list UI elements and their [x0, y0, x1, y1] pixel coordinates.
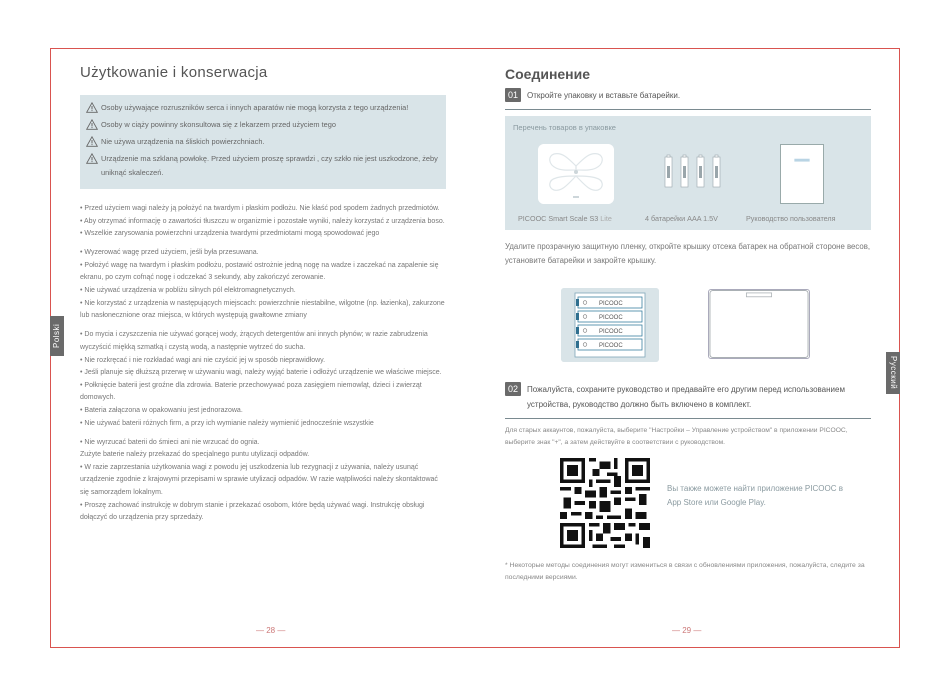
page-title: Соединение — [505, 66, 591, 82]
smart-scale-image — [538, 144, 614, 204]
bullet-text: • Aby otrzymać informację o zawartości tłuszczu w organizmie i pozostałe wyniki, należy korzystać z urządzenia boso. — [80, 217, 445, 225]
bullet-text: • Wszelkie zarysowania powierzchni urządzenia twardymi przedmiotami mogą spowodować jego — [80, 230, 380, 238]
bullet-text: • Wyzerować wagę przed użyciem, jeśli była przesuwana. — [80, 249, 259, 257]
bullet-text: • Połknięcie baterii jest groźne dla zdrowia. Baterie przechowywać poza zasięgiem niemowląt, dzieci i zwierząt domowych. — [80, 381, 422, 402]
bullet-text: • Nie wyrzucać baterii do śmieci ani nie wrzucać do ognia. — [80, 438, 260, 446]
bullet-text: • Jeśli planuje się dłuższą przerwę w używaniu wagi, należy wyjąć baterie i odłożyć urządzenie we właściwe miejsce. — [80, 369, 442, 377]
bullet-text: • Przed użyciem wagi należy ją położyć na twardym i płaskim podłożu. Nie kłaść pod spodem żadnych przedmiotów. — [80, 205, 440, 212]
package-label-batteries: 4 батарейки AAA 1.5V — [645, 214, 718, 223]
battery-icon — [663, 154, 727, 188]
bullet-text: Zużyte baterie należy przekazać do specjalnego puntu utylizacji odpadów. — [80, 451, 310, 459]
page-number-left: — 28 — — [256, 626, 286, 635]
bullet-text: • Nie korzystać z urządzenia w następujących miejscach: powierzchnie niestabilne, wilgotne (np. łazienka), zakurzone lub nasłonecznione oraz miejsca, w których występują gwałtowne zmiany — [80, 299, 445, 320]
bullet-text: • W razie zaprzestania użytkowania wagi z powodu jej uszkodzenia lub rezygnacji z używania, należy usunąć urządzenie zgodnie z krajowymi przepisami w sprawie utylizacji odpadów. W razie wątpliwości należy skontaktować się samorządem lokalnym. — [80, 463, 438, 496]
warning-icon — [86, 102, 98, 113]
bullet-text: • Nie używać urządzenia w pobliżu silnych pól elektromagnetycznych. — [80, 287, 296, 295]
warning-icon — [86, 153, 98, 164]
battery-label: PICOOC — [599, 343, 623, 349]
divider — [505, 418, 871, 419]
warning-text: Osoby używające rozruszników serca i innych aparatów nie mogą korzysta z tego urządzenia! — [101, 103, 409, 112]
language-tab-russian: Русский — [886, 352, 900, 394]
warning-box — [80, 95, 446, 189]
warning-text: Nie używa urządzenia na śliskich powierzchniach. — [101, 137, 265, 146]
divider — [505, 109, 871, 110]
usage-instructions — [80, 203, 446, 525]
old-accounts-note: Для старых аккаунтов, пожалуйста, выберите "Настройки – Управление устройством" в приложении PICOOC, выберите знак "+", а затем действуйте в соответствии с руководством. — [505, 427, 848, 446]
app-download-section — [505, 458, 871, 554]
bullet-text: • Bateria załączona w opakowaniu jest jednorazowa. — [80, 406, 243, 414]
step-text: Пожалуйста, сохраните руководство и предавайте его другим перед использованием устройства, руководство должно быть включено в комплект. — [527, 385, 845, 409]
package-label-manual: Руководство пользователя — [746, 214, 836, 223]
warning-item — [86, 101, 438, 115]
battery-install-illustration — [505, 288, 871, 368]
battery-label: PICOOC — [599, 301, 623, 307]
manual-icon — [780, 144, 824, 204]
package-title: Перечень товаров в упаковке — [513, 123, 616, 132]
bullet-text: • Położyć wagę na twardym i płaskim podłożu, postawić ostrożnie jedną nogę na wadze i zaczekać na zapalenie się ekranu, po czym cofnąć nogę i odczekać 3 sekundy, aby zakończyć zerowanie. — [80, 261, 439, 282]
bullet-text: • Nie używać baterii różnych firm, a przy ich wymianie należy wymienić jednocześnie wszystkie — [80, 419, 374, 427]
install-instructions: Удалите прозрачную защитную пленку, откройте крышку отсека батарек на обратной стороне весов, установите батарейки и закройте крышку. — [505, 242, 871, 265]
warning-icon — [86, 136, 98, 147]
footnote: * Некоторые методы соединения могут измениться в связи с обновлениями приложения, пожалуйста, следите за последними версиями. — [505, 562, 865, 582]
scale-back-image — [708, 289, 810, 359]
step-2 — [505, 382, 871, 412]
right-page — [505, 66, 871, 584]
app-store-text: Вы также можете найти приложение PICOOC в App Store или Google Play. — [667, 484, 843, 508]
warning-icon — [86, 119, 98, 130]
battery-label: PICOOC — [599, 329, 623, 335]
step-1 — [505, 88, 871, 103]
warning-item — [86, 135, 438, 149]
step-number-badge: 02 — [505, 382, 521, 396]
step-number-badge: 01 — [505, 88, 521, 102]
battery-label: PICOOC — [599, 315, 623, 321]
language-tab-polish: Polski — [50, 316, 64, 356]
warning-text: Urządzenie ma szklaną powłokę. Przed użyciem proszę sprawdzi , czy szkło nie jest uszkodzone, żeby uniknąć skaleczeń. — [101, 154, 438, 177]
warning-item — [86, 118, 438, 132]
battery-compartment-image — [561, 288, 659, 362]
page-title: Użytkowanie i konserwacja — [80, 64, 268, 81]
step-text: Откройте упаковку и вставьте батарейки. — [527, 91, 681, 100]
qr-code-icon[interactable] — [560, 458, 650, 548]
bullet-text: • Do mycia i czyszczenia nie używać gorącej wody, żrących detergentów ani innych płynów; w razie zabrudzenia wyczyścić miękką szmatką i czystą wodą, a następnie wytrzeć do sucha. — [80, 331, 428, 351]
warning-item — [86, 152, 438, 180]
left-page — [80, 64, 446, 525]
package-label-scale: PICOOC Smart Scale S3 Lite — [518, 214, 612, 223]
bullet-text: • Proszę zachować instrukcję w dobrym stanie i przekazać osobom, które będą używać wagi. Instrukcję obsługi dołączyć do urządzenia przy sprzedaży. — [80, 501, 425, 522]
package-contents-panel — [505, 116, 871, 230]
bullet-text: • Nie rozkręcać i nie rozkładać wagi ani nie czyścić jej w sposób nieprawidłowy. — [80, 356, 326, 364]
warning-text: Osoby w ciąży powinny skonsultowa się z lekarzem przed użyciem tego — [101, 120, 336, 129]
page-number-right: — 29 — — [672, 626, 702, 635]
